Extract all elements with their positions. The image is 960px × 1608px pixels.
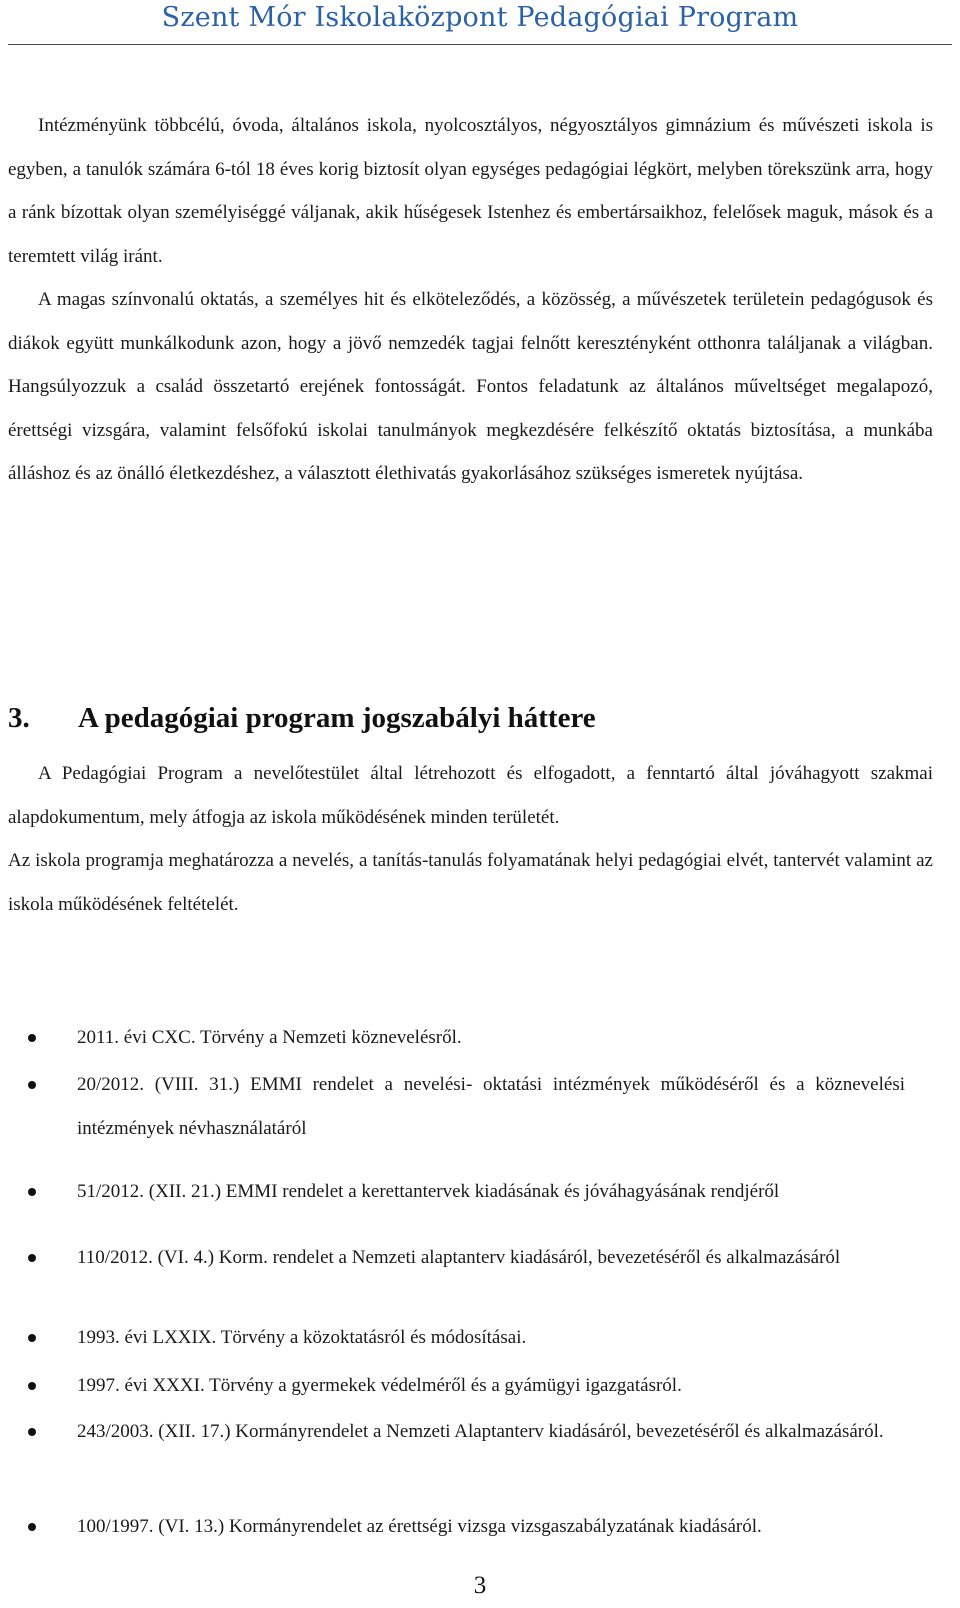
page-number: 3 — [473, 1572, 487, 1599]
section-title: A pedagógiai program jogszabályi háttere — [78, 702, 596, 734]
list-item: 100/1997. (VI. 13.) Kormányrendelet az érettségi vizsga vizsgaszabályzatának kiadásáról. — [77, 1505, 905, 1549]
intro-section — [8, 104, 933, 496]
section-paragraph-2: Az iskola programja meghatározza a nevelés, a tanítás-tanulás folyamatának helyi pedagógiai elvét, tantervét valamint az iskola működésének feltételét. — [8, 850, 933, 915]
intro-paragraph-1: Intézményünk többcélú, óvoda, általános iskola, nyolcosztályos, négyosztályos gimnázium és művészeti iskola is egyben, a tanulók számára 6-tól 18 éves korig biztosít olyan egységes pedagógiai légkört, melyben törekszünk arra, hogy a ránk bízottak olyan személyiséggé váljanak, akik hűségesek Istenhez és embertársaikhoz, felelősek maguk, mások és a teremtett világ iránt. — [8, 115, 933, 267]
list-item: 1997. évi XXXI. Törvény a gyermekek védelméről és a gyámügyi igazgatásról. — [77, 1368, 905, 1404]
list-item: 110/2012. (VI. 4.) Korm. rendelet a Nemzeti alaptanterv kiadásáról, bevezetéséről és alkalmazásáról — [77, 1240, 905, 1276]
section-body — [8, 752, 933, 926]
list-item: 243/2003. (XII. 17.) Kormányrendelet a Nemzeti Alaptanterv kiadásáról, bevezetéséről és alkalmazásáról. — [77, 1410, 905, 1454]
section-paragraph-1: A Pedagógiai Program a nevelőtestület által létrehozott és elfogadott, a fenntartó által jóváhagyott szakmai alapdokumentum, mely átfogja az iskola működésének minden területét. — [8, 763, 933, 828]
section-number: 3. — [8, 702, 30, 734]
list-item: 2011. évi CXC. Törvény a Nemzeti köznevelésről. — [77, 1020, 905, 1056]
header-rule — [8, 44, 952, 45]
section-heading — [8, 702, 596, 735]
list-item: 1993. évi LXXIX. Törvény a közoktatásról és módosításai. — [77, 1320, 905, 1356]
intro-paragraph-2: A magas színvonalú oktatás, a személyes hit és elköteleződés, a közösség, a művészetek területein pedagógusok és diákok együtt munkálkodunk azon, hogy a jövő nemzedék tagjai felnőtt keresztényként otthonra találjanak a világban. Hangsúlyozzuk a család összetartó erejének fontosságát. Fontos feladatunk az általános műveltséget megalapozó, érettségi vizsgára, valamint felsőfokú iskolai tanulmányok megkezdésére felkészítő oktatás biztosítása, a munkába álláshoz és az önálló életkezdéshez, a választott élethivatás gyakorlásához szükséges ismeretek nyújtása. — [8, 289, 933, 484]
list-item: 20/2012. (VIII. 31.) EMMI rendelet a nevelési- oktatási intézmények működéséről és a köznevelési intézmények névhasználatáról — [77, 1063, 905, 1150]
running-header: Szent Mór Iskolaközpont Pedagógiai Program — [161, 2, 799, 33]
list-item: 51/2012. (XII. 21.) EMMI rendelet a kerettantervek kiadásának és jóváhagyásának rendjéről — [77, 1174, 905, 1210]
